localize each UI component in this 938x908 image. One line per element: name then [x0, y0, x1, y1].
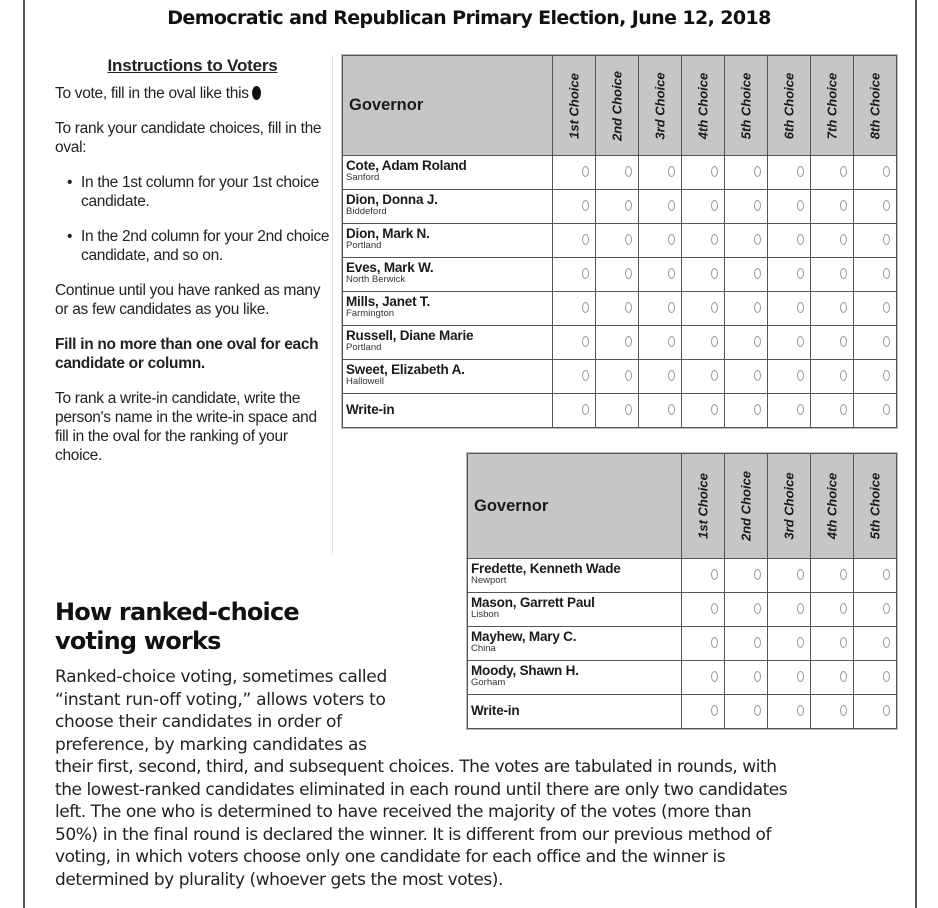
article-line: Ranked-choice voting, sometimes called [55, 667, 387, 687]
oval-cell[interactable] [854, 695, 897, 729]
instructions-bullet [67, 173, 330, 211]
oval-cell[interactable] [682, 292, 725, 326]
instructions-fill-oval-text: To vote, fill in the oval like this [55, 85, 249, 102]
empty-oval-icon[interactable] [797, 637, 804, 648]
candidate-row [343, 394, 897, 428]
candidate-cell [343, 224, 553, 258]
empty-oval-icon[interactable] [797, 671, 804, 682]
choice-header: 1st Choice [553, 56, 596, 156]
instructions-bullet-text: In the 1st column for your 1st choice candidate. [81, 174, 319, 210]
candidate-town: China [471, 643, 496, 654]
empty-oval-icon[interactable] [883, 268, 890, 279]
empty-oval-icon[interactable] [754, 268, 761, 279]
candidate-name: Mills, Janet T. [346, 294, 431, 309]
empty-oval-icon[interactable] [582, 268, 589, 279]
empty-oval-icon[interactable] [840, 166, 847, 177]
instructions-heading: Instructions to Voters [107, 56, 278, 75]
candidate-name: Moody, Shawn H. [471, 663, 579, 678]
empty-oval-icon[interactable] [711, 603, 718, 614]
oval-cell[interactable] [811, 661, 854, 695]
empty-oval-icon[interactable] [754, 603, 761, 614]
candidate-row [468, 627, 897, 661]
empty-oval-icon[interactable] [797, 234, 804, 245]
oval-cell[interactable] [725, 292, 768, 326]
empty-oval-icon[interactable] [840, 569, 847, 580]
candidate-row [343, 156, 897, 190]
oval-cell[interactable] [811, 292, 854, 326]
empty-oval-icon[interactable] [883, 637, 890, 648]
choice-header: 8th Choice [854, 56, 897, 156]
empty-oval-icon[interactable] [625, 336, 632, 347]
oval-cell[interactable] [768, 224, 811, 258]
candidate-town: Portland [346, 240, 382, 251]
candidate-town: Newport [471, 575, 507, 586]
oval-cell[interactable] [768, 695, 811, 729]
oval-cell[interactable] [553, 190, 596, 224]
instructions-continue: Continue until you have ranked as many or as few candidates as you like. [55, 282, 321, 318]
empty-oval-icon[interactable] [668, 234, 675, 245]
instructions-panel [55, 56, 330, 481]
oval-cell[interactable] [811, 326, 854, 360]
empty-oval-icon[interactable] [883, 234, 890, 245]
candidate-name: Mason, Garrett Paul [471, 595, 595, 610]
empty-oval-icon[interactable] [711, 370, 718, 381]
article-line: “instant run-off voting,” allows voters to [55, 689, 386, 710]
empty-oval-icon[interactable] [711, 671, 718, 682]
empty-oval-icon[interactable] [797, 268, 804, 279]
candidate-town: Gorham [471, 677, 506, 688]
empty-oval-icon[interactable] [883, 705, 890, 716]
empty-oval-icon[interactable] [711, 705, 718, 716]
candidate-cell [343, 360, 553, 394]
empty-oval-icon[interactable] [668, 370, 675, 381]
candidate-cell [343, 292, 553, 326]
empty-oval-icon[interactable] [668, 336, 675, 347]
oval-cell[interactable] [811, 360, 854, 394]
candidate-name: Dion, Mark N. [346, 226, 430, 241]
governor-ballot-table-b [467, 453, 897, 729]
oval-cell[interactable] [768, 326, 811, 360]
candidate-name: Dion, Donna J. [346, 192, 438, 207]
choice-header: 3rd Choice [768, 454, 811, 559]
oval-cell[interactable] [811, 695, 854, 729]
empty-oval-icon[interactable] [797, 705, 804, 716]
oval-cell[interactable] [725, 695, 768, 729]
oval-cell[interactable] [682, 326, 725, 360]
article-line: preference, by marking candidates as [55, 734, 367, 755]
oval-cell[interactable] [854, 190, 897, 224]
oval-cell[interactable] [854, 326, 897, 360]
article-line: determined by plurality (whoever gets the most votes). [55, 869, 503, 890]
article-line: their first, second, third, and subsequent choices. The votes are tabulated in rounds, with [55, 757, 777, 777]
empty-oval-icon[interactable] [840, 404, 847, 415]
oval-cell[interactable] [682, 224, 725, 258]
candidate-row [343, 292, 897, 326]
empty-oval-icon[interactable] [797, 404, 804, 415]
oval-cell[interactable] [768, 258, 811, 292]
empty-oval-icon[interactable] [883, 370, 890, 381]
candidate-row [343, 258, 897, 292]
candidate-name: Sweet, Elizabeth A. [346, 362, 465, 377]
candidate-cell [468, 695, 682, 729]
oval-cell[interactable] [768, 394, 811, 428]
article-line: choose their candidates in order of [55, 712, 342, 732]
empty-oval-icon[interactable] [711, 166, 718, 177]
candidate-name: Russell, Diane Marie [346, 328, 474, 343]
oval-cell[interactable] [596, 258, 639, 292]
empty-oval-icon[interactable] [625, 370, 632, 381]
empty-oval-icon[interactable] [840, 336, 847, 347]
candidate-row [468, 593, 897, 627]
oval-cell[interactable] [682, 394, 725, 428]
empty-oval-icon[interactable] [625, 200, 632, 211]
oval-cell[interactable] [768, 661, 811, 695]
empty-oval-icon[interactable] [582, 200, 589, 211]
choice-header: 4th Choice [682, 56, 725, 156]
oval-cell[interactable] [682, 661, 725, 695]
oval-cell[interactable] [811, 190, 854, 224]
empty-oval-icon[interactable] [797, 370, 804, 381]
oval-cell[interactable] [768, 559, 811, 593]
oval-cell[interactable] [811, 258, 854, 292]
instructions-warning: Fill in no more than one oval for each candidate or column. [55, 336, 319, 372]
candidate-name: Eves, Mark W. [346, 260, 434, 275]
empty-oval-icon[interactable] [754, 200, 761, 211]
empty-oval-icon[interactable] [797, 603, 804, 614]
empty-oval-icon[interactable] [625, 404, 632, 415]
oval-cell[interactable] [725, 661, 768, 695]
candidate-cell [468, 593, 682, 627]
bullet-icon: • [67, 228, 73, 245]
governor-ballot-table-a [342, 55, 897, 428]
empty-oval-icon[interactable] [883, 404, 890, 415]
article-heading [55, 598, 355, 656]
empty-oval-icon[interactable] [754, 569, 761, 580]
oval-cell[interactable] [725, 156, 768, 190]
candidate-cell [343, 326, 553, 360]
oval-cell[interactable] [854, 224, 897, 258]
empty-oval-icon[interactable] [754, 166, 761, 177]
empty-oval-icon[interactable] [668, 200, 675, 211]
candidate-town: Lisbon [471, 609, 499, 620]
oval-cell[interactable] [682, 156, 725, 190]
oval-cell[interactable] [854, 661, 897, 695]
oval-cell[interactable] [725, 258, 768, 292]
oval-cell[interactable] [725, 326, 768, 360]
candidate-cell [343, 394, 553, 428]
oval-cell[interactable] [768, 156, 811, 190]
oval-cell[interactable] [768, 627, 811, 661]
empty-oval-icon[interactable] [582, 404, 589, 415]
empty-oval-icon[interactable] [668, 268, 675, 279]
candidate-cell [343, 258, 553, 292]
candidate-row [468, 559, 897, 593]
empty-oval-icon[interactable] [582, 370, 589, 381]
candidate-cell [468, 661, 682, 695]
oval-cell[interactable] [639, 394, 682, 428]
candidate-name: Mayhew, Mary C. [471, 629, 577, 644]
empty-oval-icon[interactable] [582, 336, 589, 347]
candidate-name: Write-in [346, 402, 395, 417]
oval-cell[interactable] [596, 156, 639, 190]
instructions-bullet-text: In the 2nd column for your 2nd choice candidate, and so on. [81, 228, 330, 264]
empty-oval-icon[interactable] [840, 234, 847, 245]
empty-oval-icon[interactable] [883, 603, 890, 614]
candidate-town: Farmington [346, 308, 395, 319]
filled-oval-icon [252, 86, 261, 100]
oval-cell[interactable] [854, 559, 897, 593]
oval-cell[interactable] [639, 156, 682, 190]
oval-cell[interactable] [553, 258, 596, 292]
candidate-row [343, 360, 897, 394]
oval-cell[interactable] [768, 190, 811, 224]
oval-cell[interactable] [553, 394, 596, 428]
article-body-narrow [55, 666, 455, 756]
candidate-cell [343, 190, 553, 224]
empty-oval-icon[interactable] [754, 302, 761, 313]
choice-header: 6th Choice [768, 56, 811, 156]
empty-oval-icon[interactable] [797, 166, 804, 177]
oval-cell[interactable] [854, 258, 897, 292]
empty-oval-icon[interactable] [711, 569, 718, 580]
oval-cell[interactable] [682, 559, 725, 593]
empty-oval-icon[interactable] [754, 671, 761, 682]
empty-oval-icon[interactable] [582, 166, 589, 177]
oval-cell[interactable] [725, 360, 768, 394]
oval-cell[interactable] [682, 695, 725, 729]
oval-cell[interactable] [725, 559, 768, 593]
choice-header: 7th Choice [811, 56, 854, 156]
oval-cell[interactable] [811, 627, 854, 661]
empty-oval-icon[interactable] [840, 370, 847, 381]
empty-oval-icon[interactable] [840, 268, 847, 279]
empty-oval-icon[interactable] [625, 166, 632, 177]
ballot-header-row [343, 56, 897, 156]
empty-oval-icon[interactable] [711, 302, 718, 313]
ballot-header-row [468, 454, 897, 559]
candidate-row [343, 326, 897, 360]
empty-oval-icon[interactable] [883, 166, 890, 177]
oval-cell[interactable] [854, 627, 897, 661]
candidate-row [468, 661, 897, 695]
office-header: Governor [343, 56, 553, 156]
empty-oval-icon[interactable] [754, 370, 761, 381]
choice-header: 5th Choice [854, 454, 897, 559]
oval-cell[interactable] [682, 627, 725, 661]
oval-cell[interactable] [811, 394, 854, 428]
oval-cell[interactable] [725, 394, 768, 428]
empty-oval-icon[interactable] [840, 671, 847, 682]
instructions-fill-oval [55, 84, 330, 103]
oval-cell[interactable] [682, 360, 725, 394]
oval-cell[interactable] [639, 360, 682, 394]
article-line: left. The one who is determined to have received the majority of the votes (more than [55, 802, 752, 822]
empty-oval-icon[interactable] [625, 234, 632, 245]
oval-cell[interactable] [854, 156, 897, 190]
empty-oval-icon[interactable] [711, 268, 718, 279]
candidate-town: Hallowell [346, 376, 385, 387]
bullet-icon: • [67, 174, 73, 191]
empty-oval-icon[interactable] [711, 200, 718, 211]
article-body-wide [55, 756, 905, 891]
oval-cell[interactable] [682, 258, 725, 292]
instructions-rank: To rank your candidate choices, fill in the oval: [55, 120, 322, 156]
oval-cell[interactable] [854, 292, 897, 326]
oval-cell[interactable] [596, 360, 639, 394]
candidate-town: Portland [346, 342, 382, 353]
candidate-cell [343, 156, 553, 190]
candidate-town: Biddeford [346, 206, 387, 217]
instructions-divider [332, 55, 333, 555]
oval-cell[interactable] [553, 292, 596, 326]
empty-oval-icon[interactable] [668, 166, 675, 177]
empty-oval-icon[interactable] [840, 200, 847, 211]
empty-oval-icon[interactable] [711, 336, 718, 347]
empty-oval-icon[interactable] [840, 603, 847, 614]
oval-cell[interactable] [596, 394, 639, 428]
empty-oval-icon[interactable] [797, 200, 804, 211]
choice-header: 2nd Choice [596, 56, 639, 156]
choice-header: 1st Choice [682, 454, 725, 559]
oval-cell[interactable] [811, 156, 854, 190]
empty-oval-icon[interactable] [711, 404, 718, 415]
candidate-row [343, 190, 897, 224]
empty-oval-icon[interactable] [840, 302, 847, 313]
oval-cell[interactable] [811, 224, 854, 258]
empty-oval-icon[interactable] [797, 336, 804, 347]
oval-cell[interactable] [854, 394, 897, 428]
empty-oval-icon[interactable] [625, 302, 632, 313]
candidate-town: Sanford [346, 172, 380, 183]
oval-cell[interactable] [553, 326, 596, 360]
empty-oval-icon[interactable] [883, 302, 890, 313]
empty-oval-icon[interactable] [711, 234, 718, 245]
oval-cell[interactable] [596, 190, 639, 224]
instructions-bullet [67, 227, 330, 265]
oval-cell[interactable] [682, 593, 725, 627]
article-line: voting, in which voters choose only one candidate for each office and the winner is [55, 847, 726, 867]
oval-cell[interactable] [725, 627, 768, 661]
oval-cell[interactable] [854, 360, 897, 394]
empty-oval-icon[interactable] [711, 637, 718, 648]
candidate-name: Cote, Adam Roland [346, 158, 467, 173]
oval-cell[interactable] [725, 593, 768, 627]
oval-cell[interactable] [725, 224, 768, 258]
empty-oval-icon[interactable] [754, 404, 761, 415]
candidate-row [343, 224, 897, 258]
empty-oval-icon[interactable] [625, 268, 632, 279]
empty-oval-icon[interactable] [883, 200, 890, 211]
oval-cell[interactable] [639, 224, 682, 258]
empty-oval-icon[interactable] [582, 234, 589, 245]
choice-header: 5th Choice [725, 56, 768, 156]
oval-cell[interactable] [596, 224, 639, 258]
page-title: Democratic and Republican Primary Election, June 12, 2018 [167, 7, 771, 29]
oval-cell[interactable] [768, 593, 811, 627]
empty-oval-icon[interactable] [754, 637, 761, 648]
oval-cell[interactable] [768, 360, 811, 394]
empty-oval-icon[interactable] [797, 569, 804, 580]
oval-cell[interactable] [553, 224, 596, 258]
oval-cell[interactable] [639, 326, 682, 360]
article-line: the lowest-ranked candidates eliminated in each round until there are only two candidates [55, 779, 788, 800]
empty-oval-icon[interactable] [883, 671, 890, 682]
empty-oval-icon[interactable] [840, 705, 847, 716]
candidate-cell [468, 559, 682, 593]
candidate-cell [468, 627, 682, 661]
choice-header: 3rd Choice [639, 56, 682, 156]
oval-cell[interactable] [854, 593, 897, 627]
oval-cell[interactable] [639, 292, 682, 326]
oval-cell[interactable] [553, 156, 596, 190]
oval-cell[interactable] [811, 593, 854, 627]
empty-oval-icon[interactable] [754, 234, 761, 245]
choice-header: 2nd Choice [725, 454, 768, 559]
article-heading-line: How ranked-choice [55, 598, 299, 626]
candidate-town: North Berwick [346, 274, 406, 285]
article-heading-line: voting works [55, 627, 221, 655]
empty-oval-icon[interactable] [754, 705, 761, 716]
empty-oval-icon[interactable] [754, 336, 761, 347]
oval-cell[interactable] [596, 326, 639, 360]
empty-oval-icon[interactable] [668, 404, 675, 415]
empty-oval-icon[interactable] [668, 302, 675, 313]
oval-cell[interactable] [553, 360, 596, 394]
empty-oval-icon[interactable] [883, 569, 890, 580]
candidate-name: Write-in [471, 703, 520, 718]
oval-cell[interactable] [639, 190, 682, 224]
empty-oval-icon[interactable] [883, 336, 890, 347]
empty-oval-icon[interactable] [797, 302, 804, 313]
oval-cell[interactable] [811, 559, 854, 593]
empty-oval-icon[interactable] [840, 637, 847, 648]
candidate-row [468, 695, 897, 729]
empty-oval-icon[interactable] [582, 302, 589, 313]
office-header: Governor [468, 454, 682, 559]
oval-cell[interactable] [639, 258, 682, 292]
oval-cell[interactable] [768, 292, 811, 326]
instructions-write-in: To rank a write-in candidate, write the person's name in the write-in space and fill in the oval for the ranking of your choice. [55, 390, 317, 464]
oval-cell[interactable] [682, 190, 725, 224]
oval-cell[interactable] [596, 292, 639, 326]
oval-cell[interactable] [725, 190, 768, 224]
article-line: 50%) in the final round is declared the winner. It is different from our previous method of [55, 824, 772, 845]
choice-header: 4th Choice [811, 454, 854, 559]
candidate-name: Fredette, Kenneth Wade [471, 561, 621, 576]
